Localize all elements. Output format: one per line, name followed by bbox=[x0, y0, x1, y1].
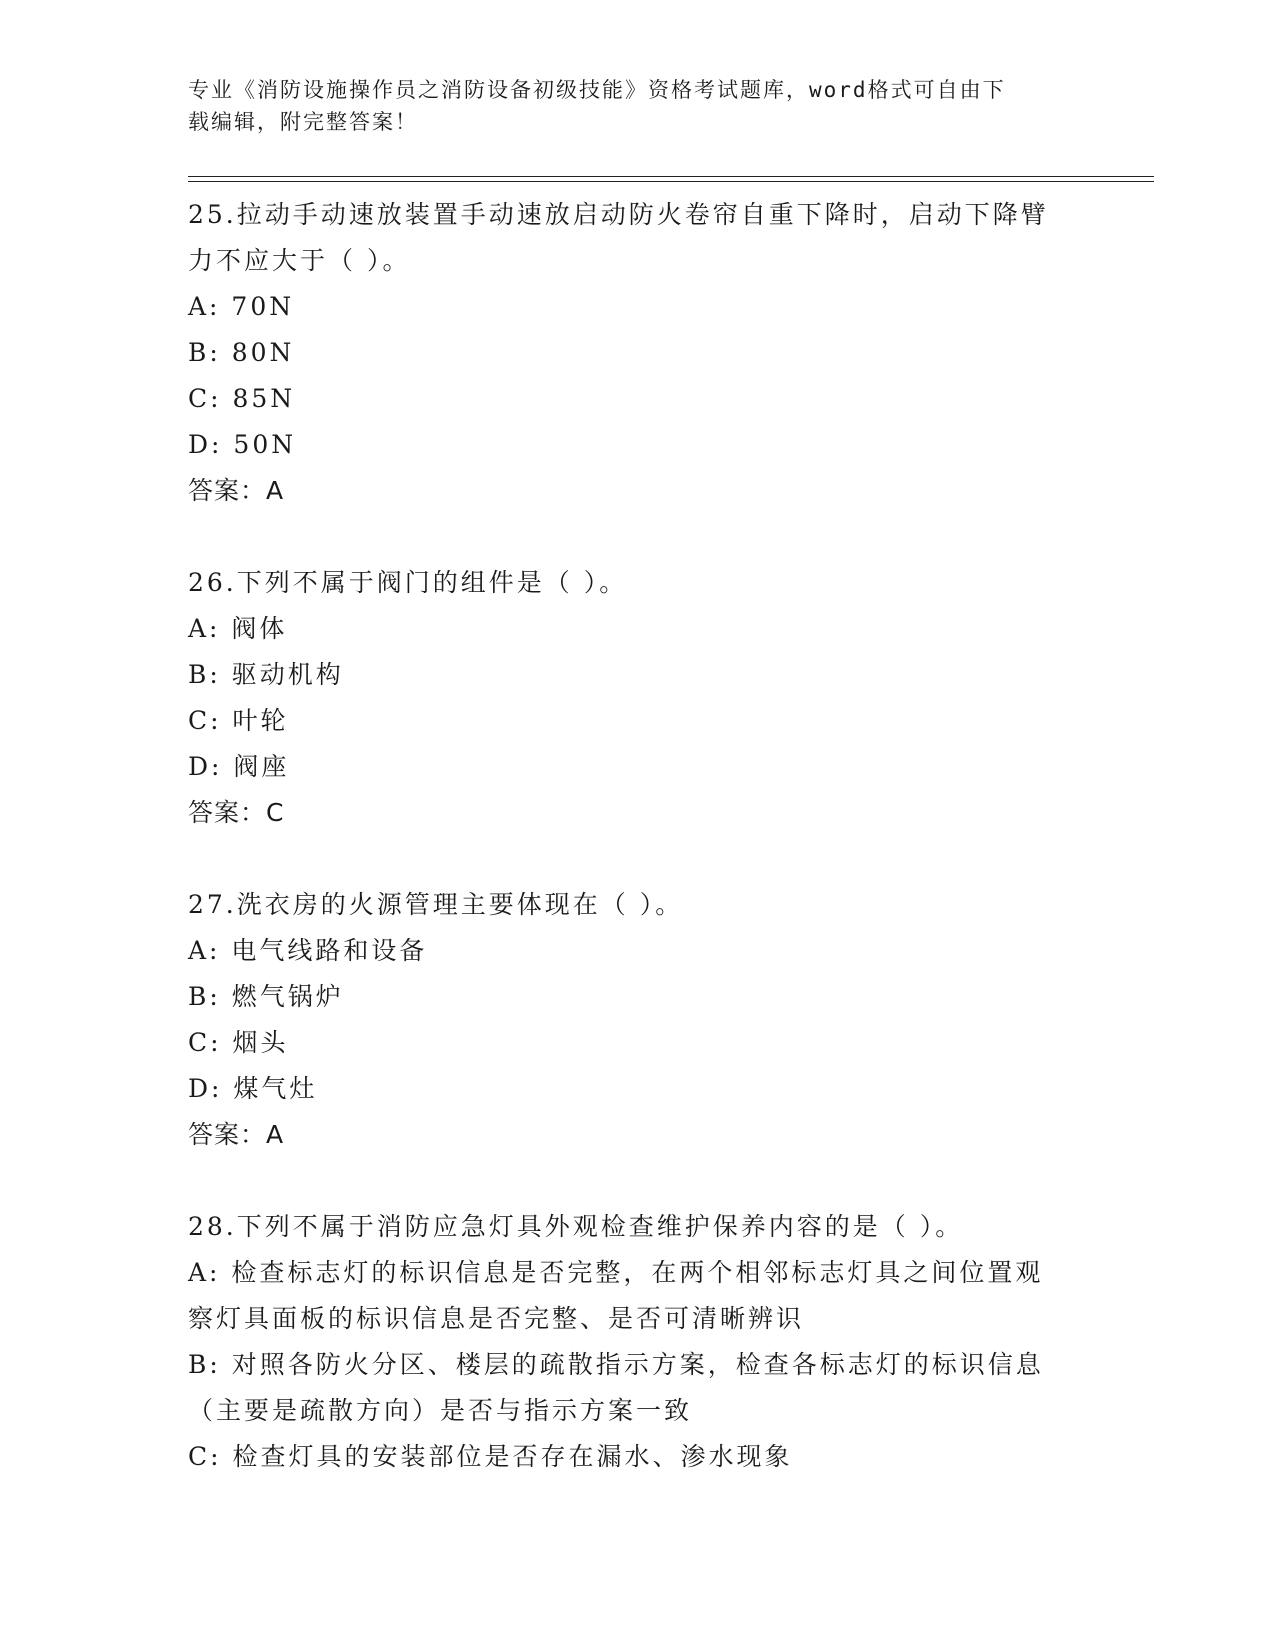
option-c: C: 85N bbox=[188, 384, 296, 413]
option-b: B: 燃气锅炉 bbox=[188, 982, 344, 1011]
answer-label: 答案：A bbox=[188, 1120, 285, 1149]
answer-label: 答案：A bbox=[188, 476, 285, 505]
option-b: B: 驱动机构 bbox=[188, 660, 344, 689]
option-a: A: 阀体 bbox=[188, 614, 288, 643]
question-26 bbox=[188, 560, 1088, 836]
option-d: D: 阀座 bbox=[188, 752, 290, 781]
document-header bbox=[188, 74, 1068, 138]
option-c: C: 烟头 bbox=[188, 1028, 289, 1057]
question-list bbox=[188, 192, 1088, 1480]
spacer bbox=[188, 836, 1088, 882]
question-25 bbox=[188, 192, 1088, 514]
option-c: C: 检查灯具的安装部位是否存在漏水、渗水现象 bbox=[188, 1442, 793, 1471]
header-line-2: 载编辑，附完整答案！ bbox=[188, 110, 418, 134]
header-line-1: 专业《消防设施操作员之消防设备初级技能》资格考试题库，word格式可自由下 bbox=[188, 78, 1006, 102]
spacer bbox=[188, 514, 1088, 560]
spacer bbox=[188, 1158, 1088, 1204]
question-28 bbox=[188, 1204, 1088, 1480]
question-stem-line: 28.下列不属于消防应急灯具外观检查维护保养内容的是（ ）。 bbox=[188, 1212, 964, 1241]
option-b: B: 对照各防火分区、楼层的疏散指示方案，检查各标志灯的标识信息 bbox=[188, 1350, 1044, 1379]
option-b: B: 80N bbox=[188, 338, 295, 367]
option-a: A: 电气线路和设备 bbox=[188, 936, 428, 965]
option-c: C: 叶轮 bbox=[188, 706, 289, 735]
answer-label: 答案：C bbox=[188, 798, 285, 827]
question-stem-line: 27.洗衣房的火源管理主要体现在（ ）。 bbox=[188, 890, 684, 919]
option-a: A: 70N bbox=[188, 292, 295, 321]
question-stem-line: 25.拉动手动速放装置手动速放启动防火卷帘自重下降时，启动下降臂 bbox=[188, 200, 1049, 229]
option-a: A: 检查标志灯的标识信息是否完整，在两个相邻标志灯具之间位置观 bbox=[188, 1258, 1044, 1287]
header-divider-top bbox=[188, 176, 1154, 177]
option-b-continued: （主要是疏散方向）是否与指示方案一致 bbox=[188, 1396, 693, 1425]
question-stem-line: 力不应大于（ ）。 bbox=[188, 246, 411, 275]
option-d: D: 煤气灶 bbox=[188, 1074, 318, 1103]
question-stem-line: 26.下列不属于阀门的组件是（ ）。 bbox=[188, 568, 628, 597]
header-divider-bottom bbox=[188, 181, 1154, 182]
option-d: D: 50N bbox=[188, 430, 297, 459]
question-27 bbox=[188, 882, 1088, 1158]
option-a-continued: 察灯具面板的标识信息是否完整、是否可清晰辨识 bbox=[188, 1304, 805, 1333]
